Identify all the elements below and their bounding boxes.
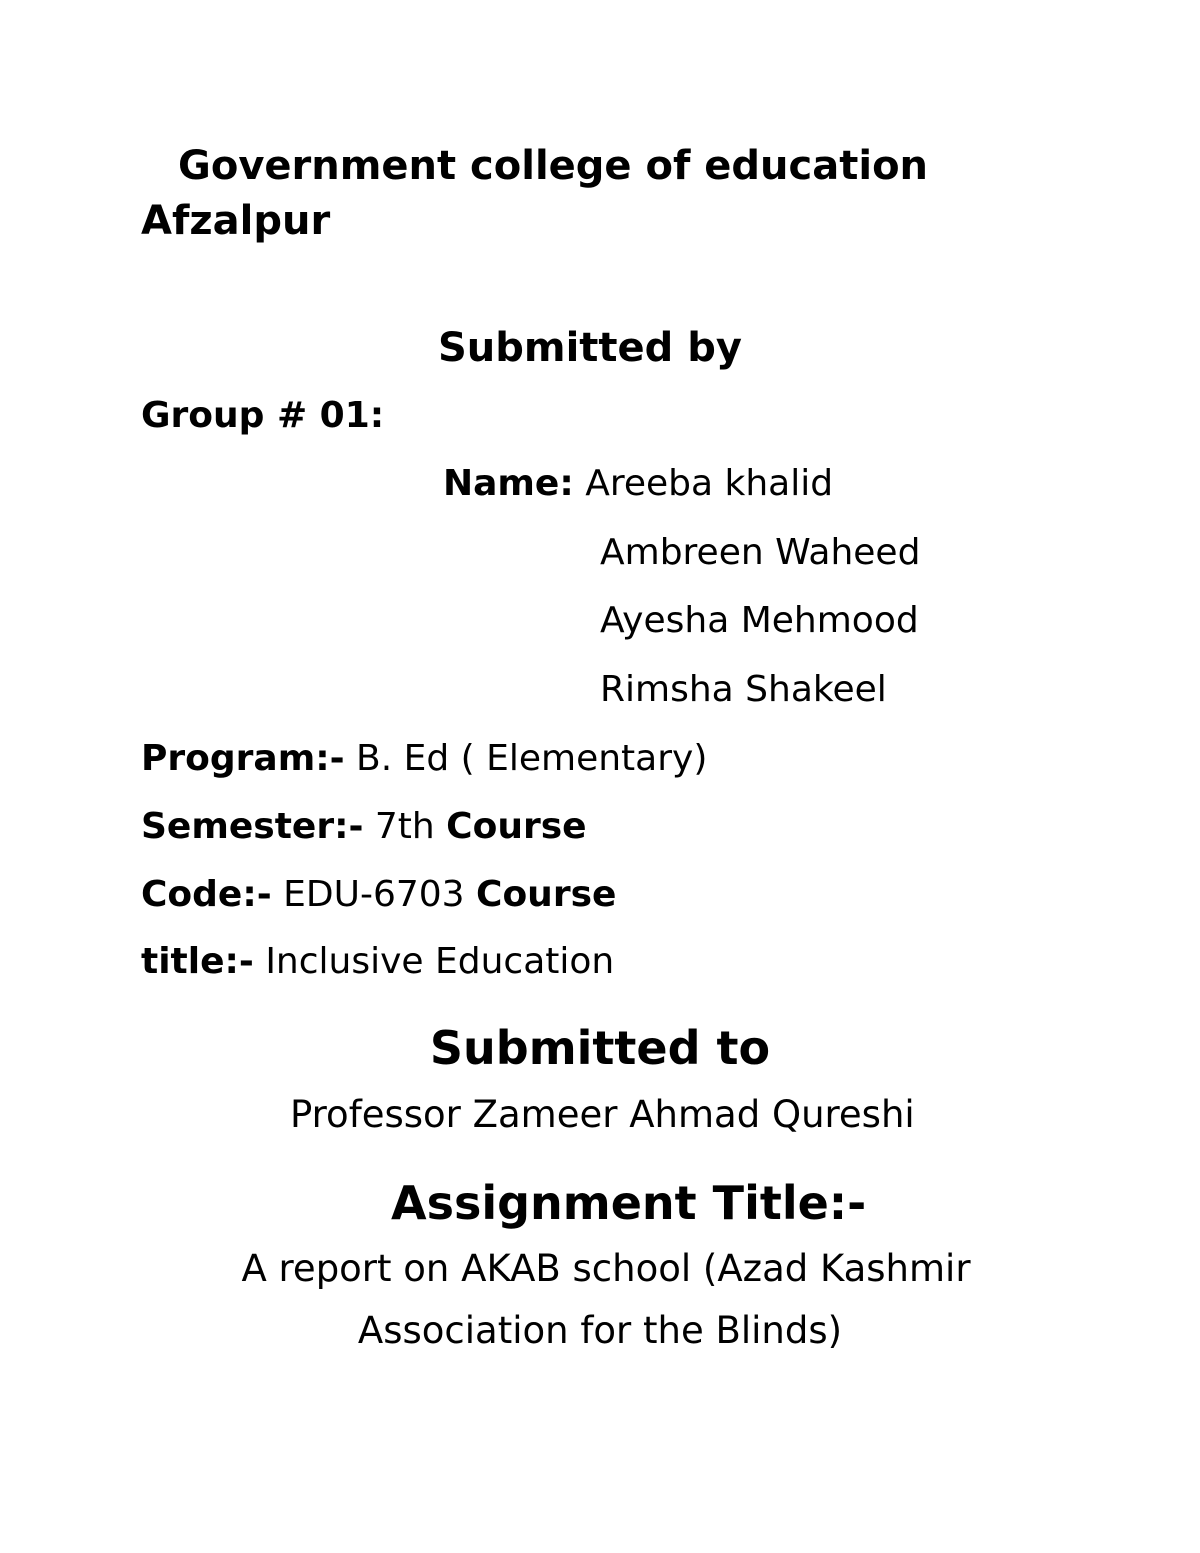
submitted-to-heading: Submitted to — [429, 1021, 771, 1075]
semester-row — [141, 806, 587, 847]
semester-value: 7th — [374, 806, 435, 847]
member-name: Areeba khalid — [585, 463, 834, 504]
course-title-row — [141, 941, 615, 982]
assignment-title-line1: A report on AKAB school (Azad Kashmir — [241, 1247, 971, 1290]
code-label: Code:- — [141, 874, 272, 915]
program-value: B. Ed ( Elementary) — [356, 738, 708, 779]
code-value: EDU-6703 — [283, 874, 465, 915]
program-label: Program:- — [141, 738, 345, 779]
program-row — [141, 738, 708, 779]
course-word: Course — [446, 806, 587, 847]
assignment-title-line2: Association for the Blinds) — [357, 1309, 843, 1352]
group-label: Group # 01: — [141, 395, 385, 436]
course-word: Course — [476, 874, 617, 915]
name-label: Name: — [443, 463, 574, 504]
course-title-value: Inclusive Education — [265, 941, 615, 982]
name-row-1 — [443, 463, 834, 504]
college-name-line1: Government college of education — [178, 143, 929, 189]
semester-label: Semester:- — [141, 806, 364, 847]
member-name: Rimsha Shakeel — [600, 669, 887, 710]
course-title-label: title:- — [141, 941, 254, 982]
member-name: Ambreen Waheed — [600, 532, 921, 573]
submitted-by-heading: Submitted by — [438, 325, 742, 371]
professor-name: Professor Zameer Ahmad Qureshi — [290, 1093, 915, 1136]
member-name: Ayesha Mehmood — [600, 600, 919, 641]
code-row — [141, 874, 617, 915]
college-name-line2: Afzalpur — [141, 198, 331, 244]
assignment-title-heading: Assignment Title:- — [391, 1176, 867, 1230]
